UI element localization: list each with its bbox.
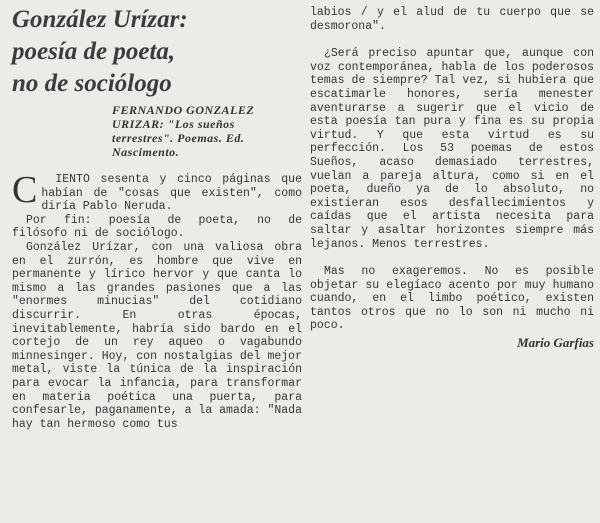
title-line-3: no de sociólogo — [12, 70, 172, 97]
title-line-1: González Urízar: — [12, 6, 188, 33]
author-signature: Mario Garfias — [517, 335, 594, 351]
left-column — [12, 4, 302, 431]
paragraph-1 — [12, 169, 302, 214]
article-body-left — [12, 169, 302, 431]
article-title — [12, 4, 302, 100]
right-column — [310, 6, 594, 351]
paragraph-continued: labios / y el alud de tu cuerpo que se desmorona". — [310, 6, 594, 33]
drop-cap: C — [12, 169, 38, 211]
paragraph-3: González Urízar, con una valiosa obra en el zurrón, es hombre que vive en permanente y lírico hervor y que canta lo mismo a las grandes pasiones que a las "enormes minucias" del cotidiano discurrir. En otras épocas, inevitablemente, habría sido bardo en el cortejo de un rey aqueo o vagabundo minnesinger. Hoy, con nostalgias del mejor metal, viste la túnica de la inspiración para evocar la infancia, para transformar en materia poética una puerta, para confesarle, paganamente, a la amada: "Nada hay tan hermoso como tus — [12, 240, 302, 431]
paragraph-1-text: IENTO sesenta y cinco páginas que habían de "cosas que existen", como diría Pablo Neruda. — [41, 173, 302, 214]
title-line-2: poesía de poeta, — [12, 38, 176, 65]
byline: FERNANDO GONZALEZ URIZAR: "Los sueños terrestres". Poemas. Ed. Nascimento. — [112, 103, 255, 159]
paragraph-4: ¿Será preciso apuntar que, aunque con voz contemporánea, habla de los poderosos temas de siempre? Tal vez, si hubiera que escatimarle honores, sería menester aventurarse a sugerir que el vicio de esta poesía tan pura y fina es su propia virtud. Y que esta virtud es su perfección. Los 53 poemas de estos Sueños, acaso demasiado terrestres, vuelan a pareja altura, como si en el poeta, dueño ya de lo absoluto, no existieran esos desfallecimientos y caídas que el artista necesita para saltar y asaltar horizontes siempre más lejanos. Menos terrestres. — [310, 47, 594, 251]
paragraph-2: Por fin: poesía de poeta, no de filósofo ni de sociólogo. — [12, 213, 302, 241]
paragraph-5: Mas no exageremos. No es posible objetar su elegíaco acento por muy humano cuando, en el limbo poético, existen tantos otros que no lo son ni mucho ni poco. — [310, 265, 594, 333]
